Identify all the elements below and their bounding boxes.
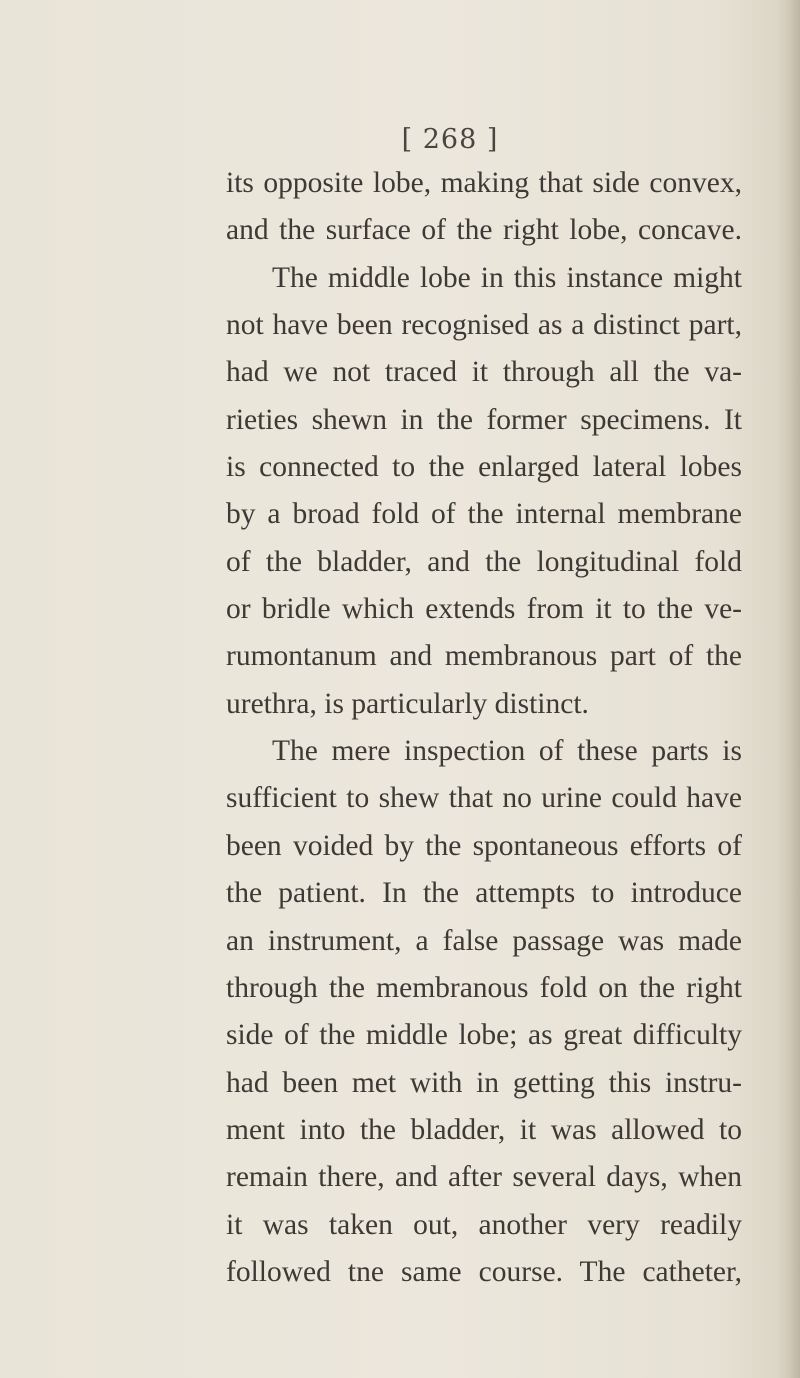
text-line: rumontanum and membranous part of the [226,640,742,673]
text-line: by a broad fold of the internal membrane [226,498,742,531]
text-line: side of the middle lobe; as great difficulty [226,1019,742,1052]
text-line: The middle lobe in this instance might [272,261,742,294]
text-line: had we not traced it through all the va- [226,356,742,389]
text-line: an instrument, a false passage was made [226,924,742,957]
text-line: urethra, is particularly distinct. [226,687,589,720]
text-line: been voided by the spontaneous efforts of [226,829,742,862]
text-line: the patient. In the attempts to introduce [226,877,742,910]
text-line: sufficient to shew that no urine could have [226,782,742,815]
text-line: or bridle which extends from it to the ve- [226,593,742,626]
text-line: had been met with in getting this instru- [226,1066,742,1099]
text-line: ment into the bladder, it was allowed to [226,1113,742,1146]
text-line: its opposite lobe, making that side convex, [226,167,742,199]
text-line: and the surface of the right lobe, concave. [226,214,742,247]
text-line: is connected to the enlarged lateral lobes [226,451,742,484]
text-line: through the membranous fold on the right [226,971,742,1004]
text-line: of the bladder, and the longitudinal fold [226,545,742,578]
text-line: remain there, and after several days, when [226,1161,742,1194]
page-edge-shadow [778,0,800,1378]
text-line: rieties shewn in the former specimens. It [226,403,742,436]
body-text [226,160,742,1296]
page-number: [ 268 ] [401,124,499,155]
text-line: it was taken out, another very readily [226,1208,742,1241]
text-line: not have been recognised as a distinct part, [226,309,742,342]
text-line: followed tne same course. The catheter, [226,1255,742,1288]
text-line: The mere inspection of these parts is [272,735,742,768]
